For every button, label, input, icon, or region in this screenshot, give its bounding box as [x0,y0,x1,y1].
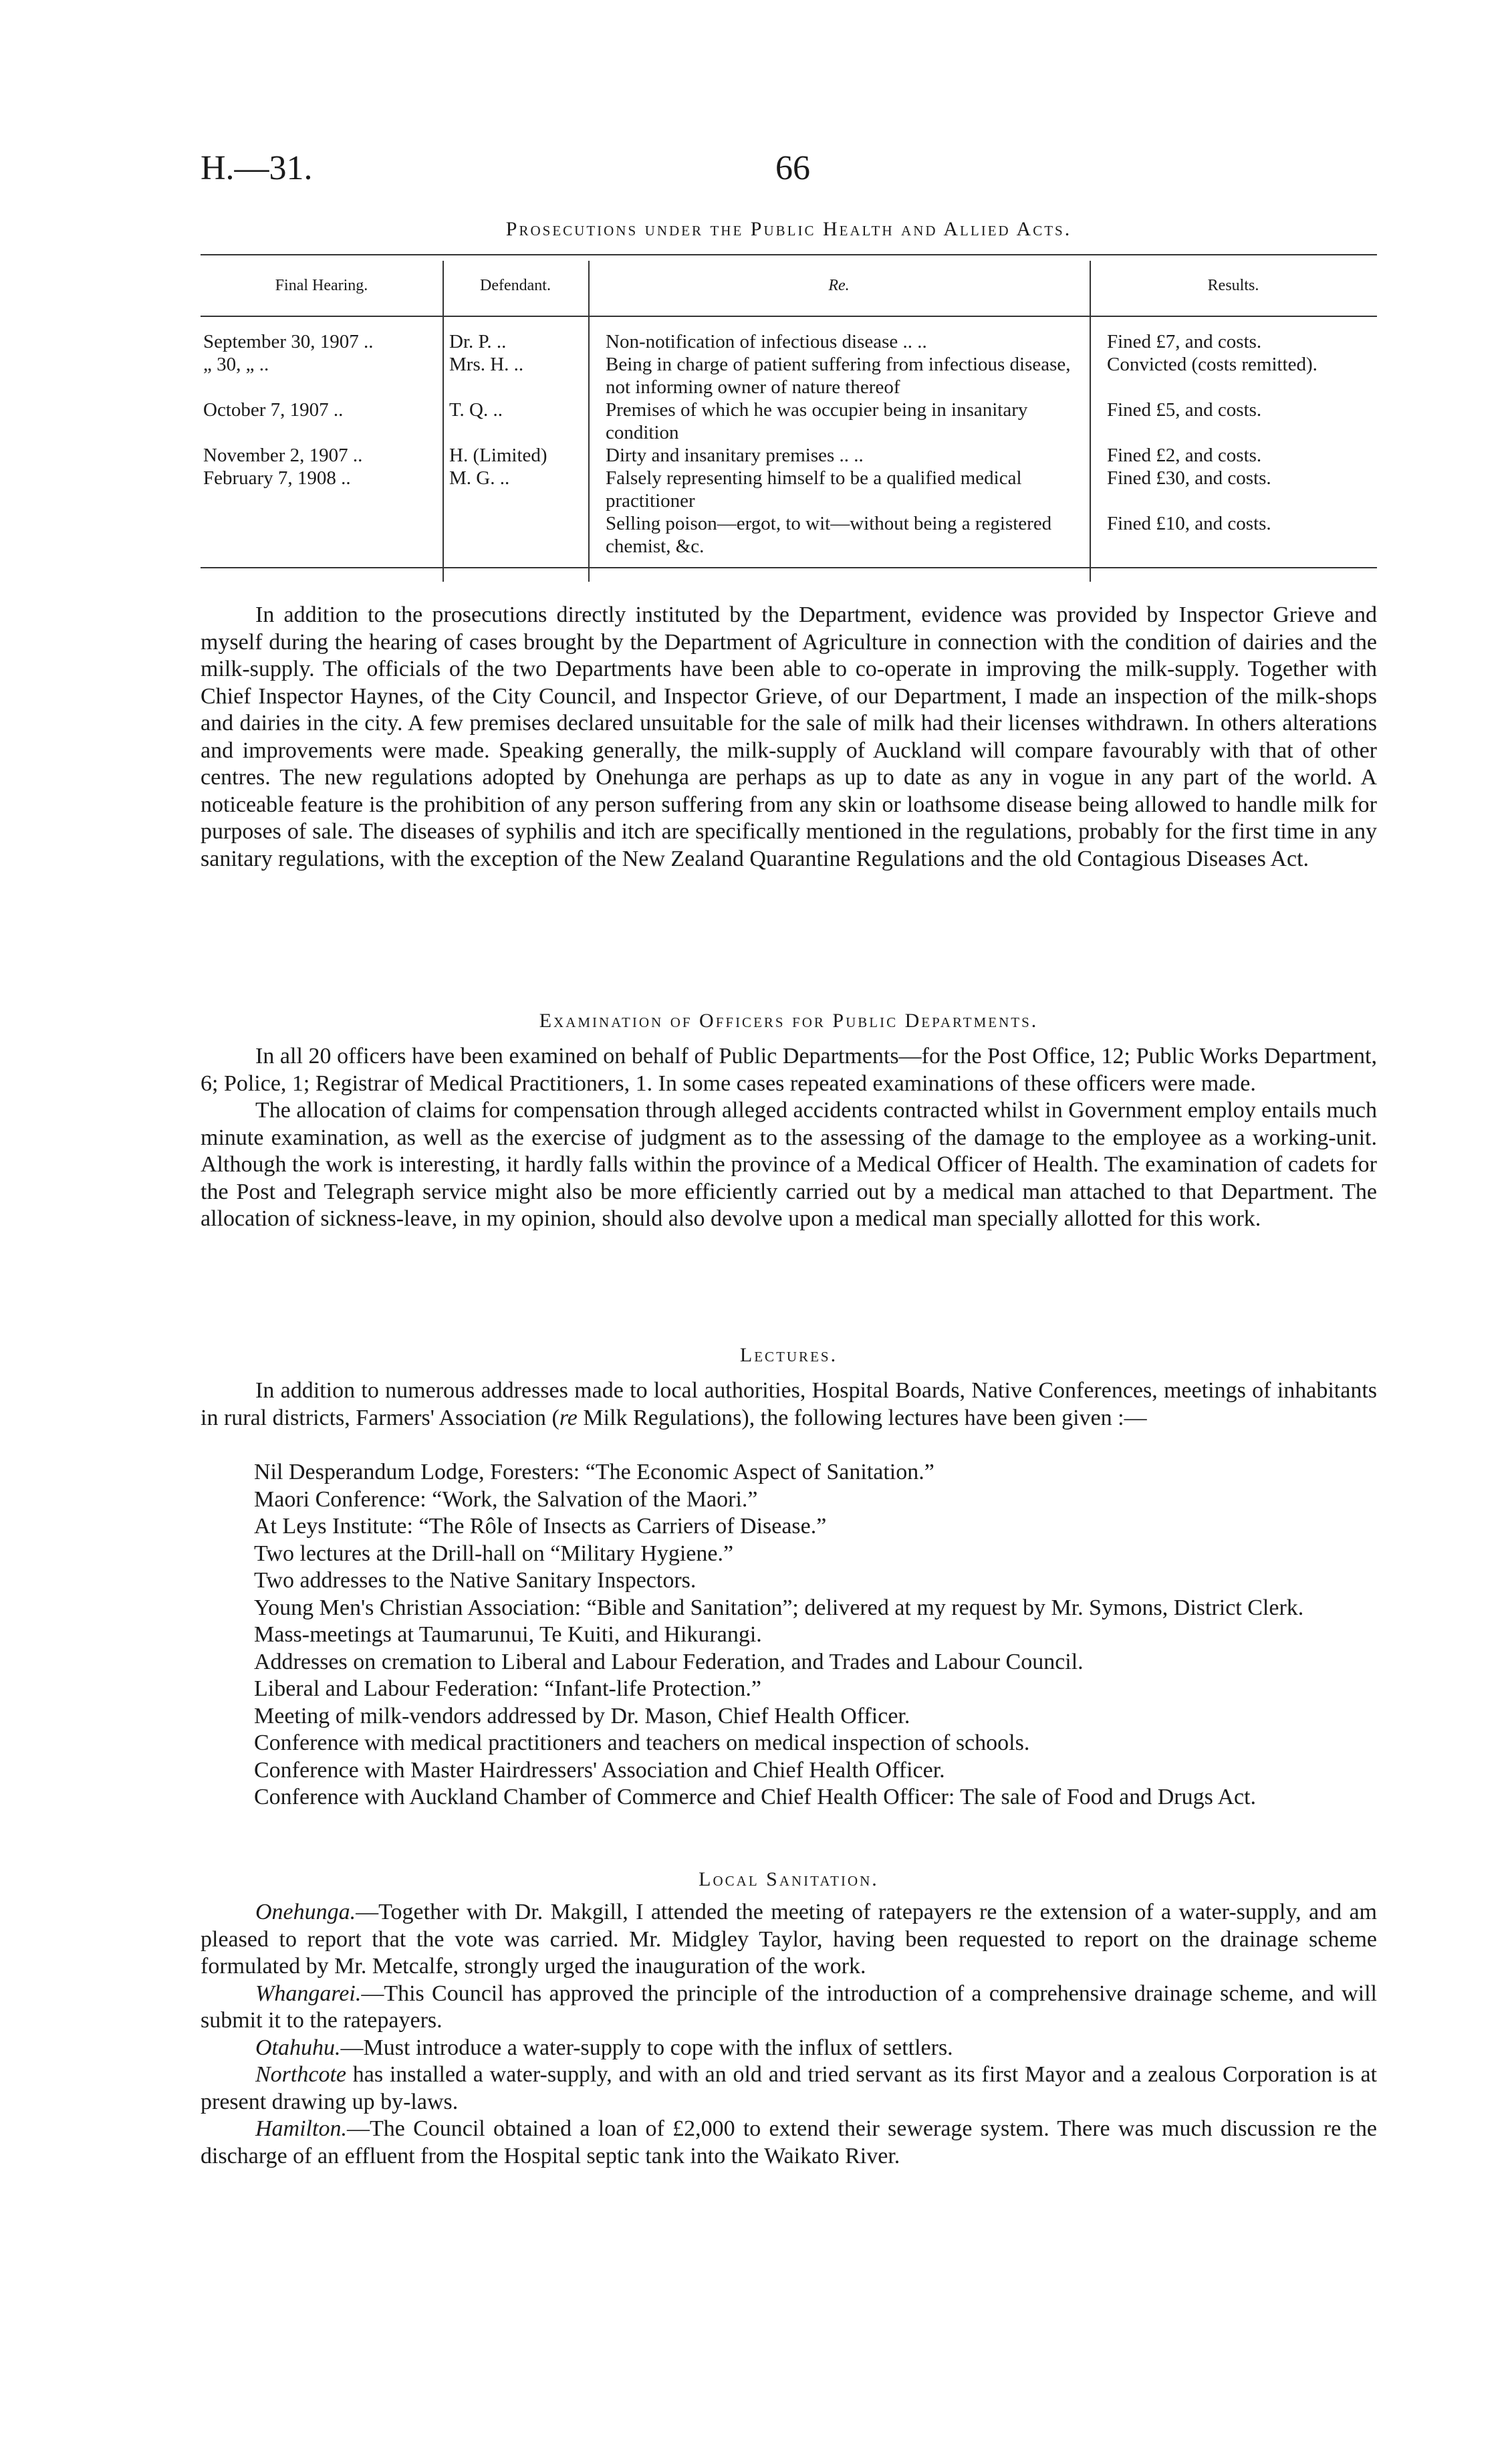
lectures-title: Lectures. [739,1344,838,1366]
place-name: Northcote [255,2062,346,2087]
sanitation-text: has installed a water-supply, and with an old and tried servant as its first Mayor and a zealous Corporation is at present drawing up by-laws. [201,2062,1377,2114]
evidence-paragraph-block [201,602,1377,873]
examination-paragraph: In all 20 officers have been examined on behalf of Public Departments—for the Post Office, 12; Public Works Department, 6; Police, 1; Registrar of Medical Practitioners, 1. In some cases repeated examinations of these officers were made. [201,1044,1377,1096]
lectures-list [254,1459,1377,1811]
column-divider [443,261,444,582]
table-cell-date: October 7, 1907 .. [203,399,344,421]
local-sanitation-section [201,1899,1377,2170]
table-cell-defendant: Dr. P. .. [449,331,507,352]
list-item: Conference with medical practitioners and teachers on medical inspection of schools. [254,1730,1030,1755]
column-header-re: Re. [828,277,850,294]
place-name: Onehunga. [255,1900,356,1924]
place-name: Hamilton. [255,2116,347,2141]
table-cell-result: Fined £7, and costs. [1107,331,1262,352]
lectures-intro-text: Milk Regulations), the following lectures have been given :— [577,1405,1147,1430]
table-cell-re: Falsely representing himself to be a qualified medical practitioner [606,467,1022,512]
table-cell-re: Being in charge of patient suffering from infectious disease, not informing owner of nature thereof [606,354,1071,398]
column-divider [1090,261,1091,582]
column-header-defendant: Defendant. [480,277,551,294]
list-item: Nil Desperandum Lodge, Foresters: “The Economic Aspect of Sanitation.” [254,1460,934,1484]
sanitation-text: —The Council obtained a loan of £2,000 to extend their sewerage system. There was much discussion re the discharge of an effluent from the Hospital septic tank into the Waikato River. [201,2116,1377,2168]
column-header-final-hearing: Final Hearing. [275,277,368,294]
lectures-intro-text: In addition to numerous addresses made to local authorities, Hospital Boards, Native Conferences, meetings of inhabitants in rural districts, Farmers' Association ( [201,1378,1377,1430]
list-item: Meeting of milk-vendors addressed by Dr. Mason, Chief Health Officer. [254,1703,910,1728]
table-cell-defendant: Mrs. H. .. [449,354,524,375]
page-number: 66 [775,149,810,187]
sanitation-entry [201,1899,1377,1981]
table-cell-result: Fined £2, and costs. [1107,445,1262,466]
column-header-results: Results. [1207,277,1259,294]
list-item: Addresses on cremation to Liberal and Labour Federation, and Trades and Labour Council. [254,1649,1084,1674]
table-cell-defendant: M. G. .. [449,467,510,489]
examination-title: Examination of Officers for Public Departments. [539,1010,1039,1032]
table-cell-date: „ 30, „ .. [203,354,269,375]
document-reference: H.—31. [201,149,313,187]
sanitation-entry [201,2035,1377,2062]
examination-paragraph: The allocation of claims for compensation through alleged accidents contracted whilst in Government employ entails much minute examination, as well as the exercise of judgment as to the assessing of the damage to the employee as a working-unit. Although the work is interesting, it hardly falls within the province of a Medical Officer of Health. The examination of cadets for the Post and Telegraph service might also be more efficiently carried out by a medical man attached to that Department. The allocation of sickness-leave, in my opinion, should also devolve upon a medical man specially allotted for this work. [201,1098,1377,1231]
list-item: Young Men's Christian Association: “Bible and Sanitation”; delivered at my request by Mr. Symons, District Clerk. [254,1595,1304,1620]
table-cell-re: Selling poison—ergot, to wit—without being a registered chemist, &c. [606,513,1052,557]
table-cell-re: Premises of which he was occupier being in insanitary condition [606,399,1028,443]
table-header-rule [201,316,1377,317]
lectures-intro [201,1377,1377,1432]
lectures-intro-re: re [559,1405,578,1430]
lectures-intro-block [201,1377,1377,1432]
list-item: Conference with Master Hairdressers' Association and Chief Health Officer. [254,1757,945,1783]
prosecutions-title: Prosecutions under the Public Health and Allied Acts. [505,218,1072,240]
evidence-paragraph: In addition to the prosecutions directly instituted by the Department, evidence was provided by Inspector Grieve and myself during the hearing of cases brought by the Department of Agriculture in connection with the condition of dairies and the milk-supply. The officials of the two Departments have been able to co-operate in improving the milk-supply. Together with Chief Inspector Haynes, of the City Council, and Inspector Grieve, of our Department, I made an inspection of the milk-shops and dairies in the city. A few premises declared unsuitable for the sale of milk had their licenses withdrawn. In others alterations and improvements were made. Speaking generally, the milk-supply of Auckland will compare favourably with that of other centres. The new regulations adopted by Onehunga are perhaps as up to date as any in vogue in any part of the world. A noticeable feature is the prohibition of any person suffering from any skin or loathsome disease being allowed to handle milk for purposes of sale. The diseases of syphilis and itch are specifically mentioned in the regulations, probably for the first time in any sanitary regulations, with the exception of the New Zealand Quarantine Regulations and the old Contagious Diseases Act. [201,602,1377,871]
sanitation-entry [201,2061,1377,2116]
table-cell-defendant: H. (Limited) [449,445,547,466]
table-bottom-rule [201,567,1377,568]
table-cell-defendant: T. Q. .. [449,399,503,421]
sanitation-entry [201,2116,1377,2170]
table-cell-result: Fined £5, and costs. [1107,399,1262,421]
sanitation-text: —Must introduce a water-supply to cope with the influx of settlers. [340,2035,953,2060]
list-item: Conference with Auckland Chamber of Commerce and Chief Health Officer: The sale of Food and Drugs Act. [254,1785,1257,1809]
place-name: Whangarei. [255,1981,362,2006]
sanitation-entry [201,1981,1377,2035]
table-cell-result: Fined £30, and costs. [1107,467,1271,489]
list-item: Two lectures at the Drill-hall on “Military Hygiene.” [254,1541,734,1566]
examination-section [201,1043,1377,1233]
sanitation-text: —This Council has approved the principle of the introduction of a comprehensive drainage scheme, and will submit it to the ratepayers. [201,1981,1377,2033]
table-cell-date: February 7, 1908 .. [203,467,351,489]
list-item: Two addresses to the Native Sanitary Inspectors. [254,1568,697,1593]
local-sanitation-title: Local Sanitation. [699,1868,879,1890]
list-item: Liberal and Labour Federation: “Infant-life Protection.” [254,1676,762,1701]
table-cell-date: November 2, 1907 .. [203,445,363,466]
sanitation-text: —Together with Dr. Makgill, I attended the meeting of ratepayers re the extension of a water-supply, and am pleased to report that the vote was carried. Mr. Midgley Taylor, having been requested to report on the drainage scheme formulated by Mr. Metcalfe, strongly urged the inauguration of the work. [201,1900,1377,1979]
table-cell-re: Non-notification of infectious disease .. .. [606,331,927,352]
page-header [201,148,1384,189]
list-item: Maori Conference: “Work, the Salvation of the Maori.” [254,1486,758,1512]
list-item: Mass-meetings at Taumarunui, Te Kuiti, and Hikurangi. [254,1622,762,1647]
list-item: At Leys Institute: “The Rôle of Insects as Carriers of Disease.” [254,1514,827,1539]
table-cell-result: Fined £10, and costs. [1107,513,1271,534]
table-cell-result: Convicted (costs remitted). [1107,354,1317,375]
table-cell-re: Dirty and insanitary premises .. .. [606,445,864,466]
table-top-rule [201,254,1377,255]
table-cell-date: September 30, 1907 .. [203,331,374,352]
column-divider [588,261,590,582]
place-name: Otahuhu. [255,2035,341,2060]
